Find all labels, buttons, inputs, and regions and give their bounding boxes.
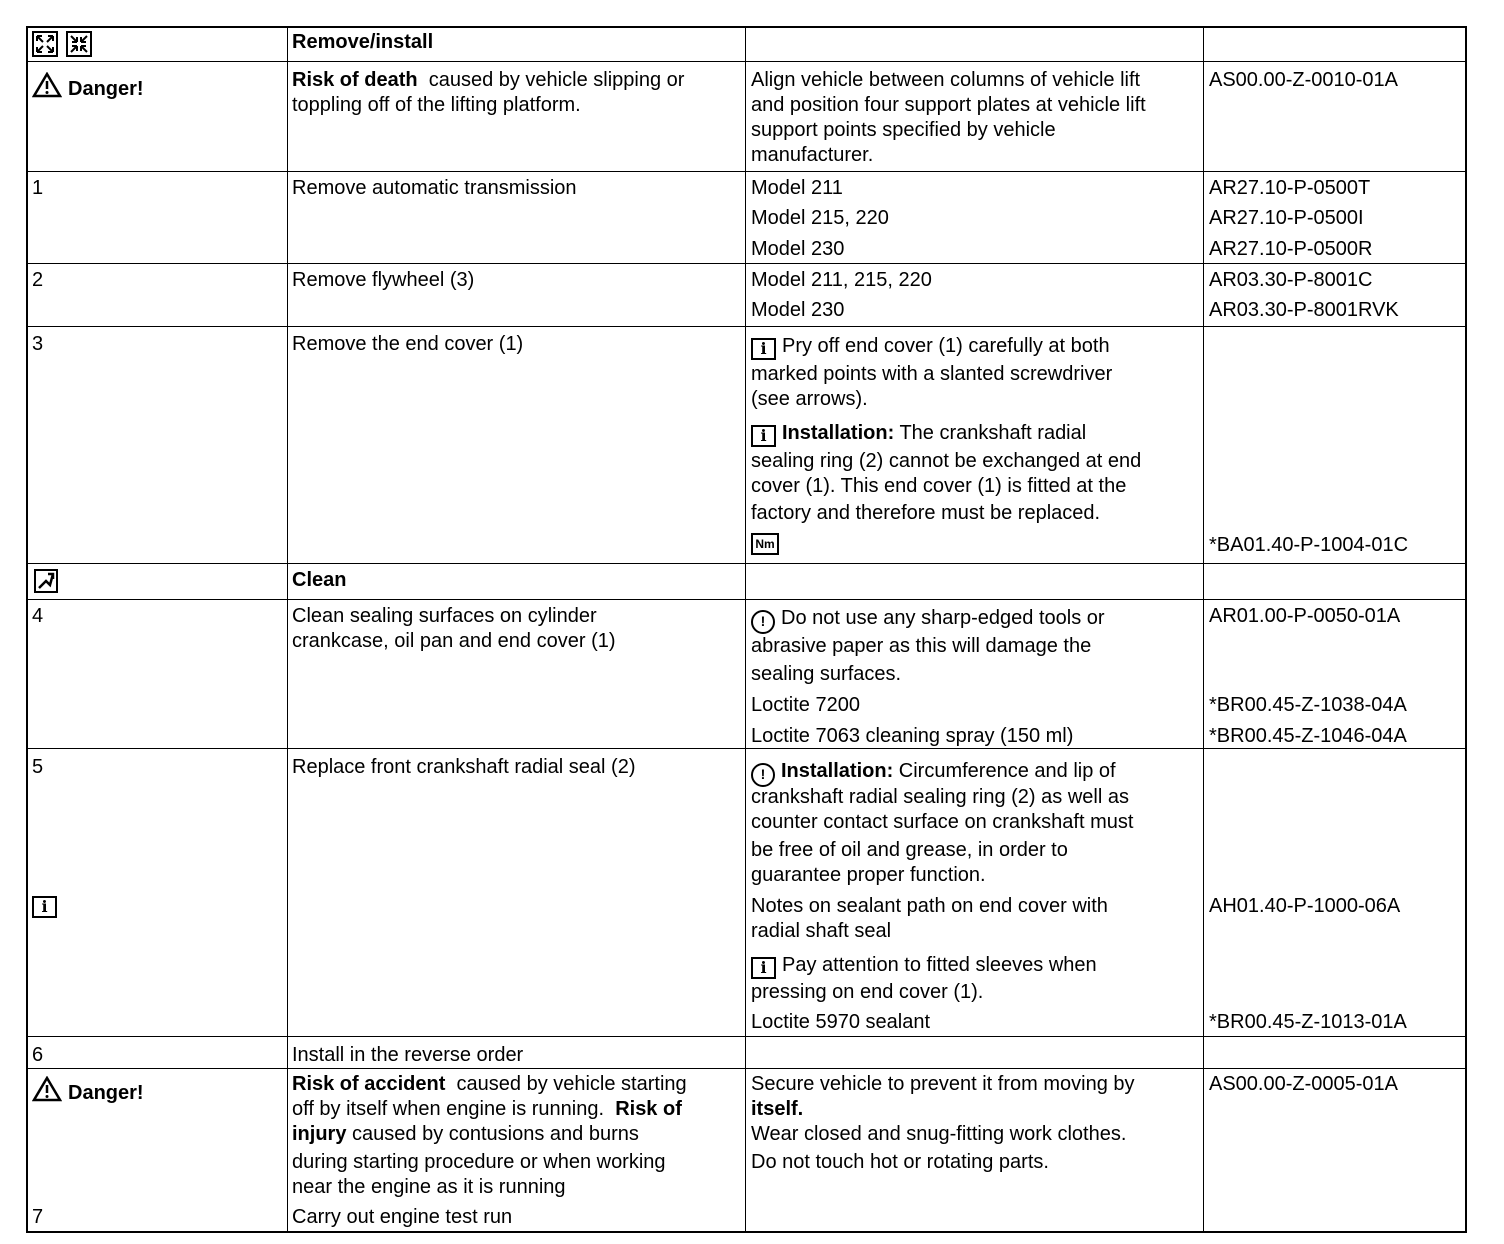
info-icon: i bbox=[751, 957, 776, 979]
note-line: radial shaft seal bbox=[751, 920, 892, 942]
material-item: Loctite 7063 cleaning spray (150 ml) bbox=[751, 725, 1074, 747]
step-number: 7 bbox=[32, 1206, 44, 1228]
note-line: guarantee proper function. bbox=[751, 864, 986, 886]
row-divider bbox=[28, 563, 1465, 564]
note-line: sealing surfaces. bbox=[751, 663, 902, 685]
note-line: be free of oil and grease, in order to bbox=[751, 839, 1068, 861]
note-line: Align vehicle between columns of vehicle lift bbox=[751, 69, 1141, 91]
note-line: and position four support plates at vehicle lift bbox=[751, 94, 1146, 116]
note-line: itself. bbox=[751, 1098, 804, 1120]
doc-reference-link[interactable]: AR27.10-P-0500I bbox=[1209, 207, 1364, 229]
note-line: abrasive paper as this will damage the bbox=[751, 635, 1092, 657]
step-description: Install in the reverse order bbox=[292, 1044, 524, 1066]
risk-description bbox=[292, 1097, 682, 1122]
step-number: 4 bbox=[32, 605, 44, 627]
doc-reference-link[interactable]: AS00.00-Z-0010-01A bbox=[1209, 69, 1399, 91]
row-divider bbox=[28, 326, 1465, 327]
step-description: Remove the end cover (1) bbox=[292, 333, 524, 355]
note-line: cover (1). This end cover (1) is fitted at the bbox=[751, 475, 1127, 497]
note-line: (see arrows). bbox=[751, 388, 868, 410]
risk-bold: Risk of death bbox=[292, 69, 418, 91]
risk-line: toppling off of the lifting platform. bbox=[292, 94, 581, 116]
info-icon: i bbox=[751, 425, 776, 447]
step-description: Replace front crankshaft radial seal (2) bbox=[292, 756, 636, 778]
doc-reference-link[interactable]: AR27.10-P-0500R bbox=[1209, 238, 1373, 260]
installation-label: Installation: bbox=[781, 760, 894, 782]
step-number: 2 bbox=[32, 269, 44, 291]
danger-text: Danger! bbox=[68, 1082, 144, 1104]
info-note bbox=[751, 421, 1086, 447]
caution-icon: ! bbox=[751, 763, 775, 787]
risk-bold: Risk of accident bbox=[292, 1073, 446, 1095]
installation-label: Installation: bbox=[782, 422, 895, 444]
risk-line: caused by vehicle starting bbox=[456, 1073, 687, 1095]
info-marker bbox=[32, 892, 63, 918]
info-note bbox=[751, 953, 1097, 979]
risk-description bbox=[292, 1072, 687, 1097]
risk-line: near the engine as it is running bbox=[292, 1176, 566, 1198]
column-divider bbox=[745, 28, 746, 1231]
note-line: factory and therefore must be replaced. bbox=[751, 502, 1101, 524]
note-line: sealing ring (2) cannot be exchanged at end bbox=[751, 450, 1142, 472]
note-line: support points specified by vehicle bbox=[751, 119, 1056, 141]
column-divider bbox=[1203, 28, 1204, 1231]
note-line: Secure vehicle to prevent it from moving by bbox=[751, 1073, 1135, 1095]
note-line: Do not touch hot or rotating parts. bbox=[751, 1151, 1049, 1173]
torque-icon[interactable]: Nm bbox=[751, 533, 779, 555]
step-description: crankcase, oil pan and end cover (1) bbox=[292, 630, 616, 652]
doc-reference-link[interactable]: AR03.30-P-8001RVK bbox=[1209, 299, 1399, 321]
danger-text: Danger! bbox=[68, 78, 144, 100]
material-item: Loctite 5970 sealant bbox=[751, 1011, 931, 1033]
row-divider bbox=[28, 61, 1465, 62]
model-label: Model 230 bbox=[751, 238, 845, 260]
torque-link[interactable] bbox=[751, 530, 779, 555]
row-divider bbox=[28, 171, 1465, 172]
note-line: Wear closed and snug-fitting work clothes. bbox=[751, 1123, 1127, 1145]
note-line: Notes on sealant path on end cover with bbox=[751, 895, 1108, 917]
model-label: Model 211, 215, 220 bbox=[751, 269, 932, 291]
model-label: Model 230 bbox=[751, 299, 845, 321]
doc-reference-link[interactable]: *BA01.40-P-1004-01C bbox=[1209, 534, 1409, 556]
risk-line: during starting procedure or when working bbox=[292, 1151, 666, 1173]
row-divider bbox=[28, 263, 1465, 264]
note-line: counter contact surface on crankshaft must bbox=[751, 811, 1134, 833]
note-line: Pay attention to fitted sleeves when bbox=[782, 954, 1097, 976]
doc-reference-link[interactable]: *BR00.45-Z-1046-04A bbox=[1209, 725, 1407, 747]
doc-reference-link[interactable]: AS00.00-Z-0005-01A bbox=[1209, 1073, 1399, 1095]
doc-reference-link[interactable]: AR27.10-P-0500T bbox=[1209, 177, 1371, 199]
info-note bbox=[751, 334, 1110, 360]
note-line: Pry off end cover (1) carefully at both bbox=[782, 335, 1110, 357]
material-item: Loctite 7200 bbox=[751, 694, 860, 716]
risk-bold: Risk of bbox=[615, 1098, 682, 1120]
row-divider bbox=[28, 599, 1465, 600]
step-number: 6 bbox=[32, 1044, 44, 1066]
caution-icon: ! bbox=[751, 610, 775, 634]
danger-label bbox=[32, 1076, 144, 1106]
procedure-table bbox=[26, 26, 1467, 1233]
step-number: 5 bbox=[32, 756, 44, 778]
section-title: Clean bbox=[292, 569, 347, 591]
step-description: Remove flywheel (3) bbox=[292, 269, 475, 291]
doc-reference-link[interactable]: AR03.30-P-8001C bbox=[1209, 269, 1373, 291]
note-line: manufacturer. bbox=[751, 144, 874, 166]
clean-icon bbox=[34, 569, 58, 593]
risk-line: caused by contusions and burns bbox=[352, 1123, 639, 1145]
doc-reference-link[interactable]: *BR00.45-Z-1013-01A bbox=[1209, 1011, 1407, 1033]
warning-icon bbox=[32, 72, 62, 98]
note-line: Circumference and lip of bbox=[898, 760, 1116, 782]
risk-description bbox=[292, 68, 684, 93]
caution-note bbox=[751, 759, 1116, 787]
expand-icon bbox=[32, 31, 92, 57]
step-number: 3 bbox=[32, 333, 44, 355]
note-line: pressing on end cover (1). bbox=[751, 981, 984, 1003]
doc-reference-link[interactable]: *BR00.45-Z-1038-04A bbox=[1209, 694, 1407, 716]
row-divider bbox=[28, 1036, 1465, 1037]
note-line: crankshaft radial sealing ring (2) as well as bbox=[751, 786, 1129, 808]
danger-label bbox=[32, 72, 144, 102]
row-divider bbox=[28, 1068, 1465, 1069]
step-number: 1 bbox=[32, 177, 44, 199]
column-divider bbox=[287, 28, 288, 1231]
info-icon: i bbox=[751, 338, 776, 360]
caution-note bbox=[751, 606, 1105, 634]
info-icon: i bbox=[32, 896, 57, 918]
risk-description bbox=[292, 1122, 639, 1147]
model-label: Model 211 bbox=[751, 177, 843, 199]
step-description: Carry out engine test run bbox=[292, 1206, 513, 1228]
warning-icon bbox=[32, 1076, 62, 1102]
risk-bold: injury bbox=[292, 1123, 347, 1145]
step-description: Clean sealing surfaces on cylinder bbox=[292, 605, 597, 627]
doc-reference-link[interactable]: AH01.40-P-1000-06A bbox=[1209, 895, 1401, 917]
step-description: Remove automatic transmission bbox=[292, 177, 577, 199]
model-label: Model 215, 220 bbox=[751, 207, 889, 229]
doc-reference-link[interactable]: AR01.00-P-0050-01A bbox=[1209, 605, 1401, 627]
section-title: Remove/install bbox=[292, 31, 434, 53]
risk-line: off by itself when engine is running. bbox=[292, 1098, 605, 1120]
note-line: Do not use any sharp-edged tools or bbox=[781, 607, 1105, 629]
note-line: The crankshaft radial bbox=[899, 422, 1087, 444]
note-line: marked points with a slanted screwdriver bbox=[751, 363, 1113, 385]
risk-line: caused by vehicle slipping or bbox=[428, 69, 685, 91]
